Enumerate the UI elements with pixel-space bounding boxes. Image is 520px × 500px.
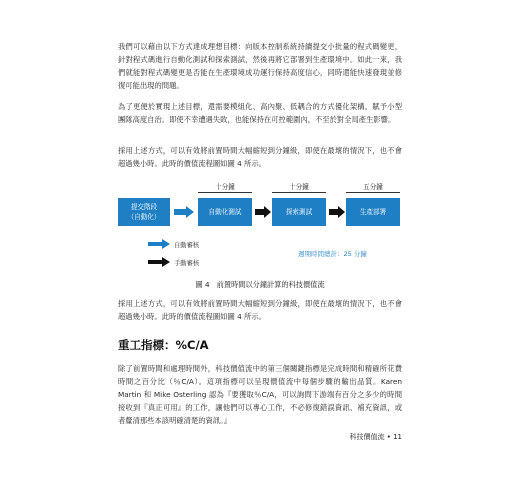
box-submit-stage	[118, 198, 170, 226]
manual-arrow-icon	[255, 206, 271, 218]
paragraph-3: 採用上述方式，可以有效將前置時間大幅縮短到分鐘級，即使在最壞的情況下，也不會超過幾小時。此時的價值流程圖如圖 4 所示。	[118, 146, 402, 168]
figure-caption: 圖 4 前置時間以分鐘計算的科技價值流	[195, 280, 325, 289]
box-auto-test: 自動化測試	[198, 198, 252, 226]
auto-arrow-icon	[174, 206, 194, 218]
box-submit-line1: 提交階段	[130, 203, 158, 211]
time-bar-1	[198, 192, 252, 193]
time-label-autotest: 十分鐘	[215, 183, 235, 191]
time-label-deploy: 五分鐘	[363, 183, 383, 191]
box-submit-line2: （自動化）	[127, 213, 161, 221]
time-label-explore: 十分鐘	[289, 183, 309, 191]
time-bar-3	[346, 192, 400, 193]
section-heading: 重工指標：%C/A	[118, 338, 209, 352]
legend-manual-arrow-icon	[148, 257, 170, 267]
paragraph-1: 我們可以藉由以下方式達成理想目標：向版本控制系統持續提交小批量的程式碼變更，針對程式碼進行自動化測試和探索測試，然後再將它部署到生產環境中。如此一來，我們就能對程式碼變更是否能在生產環境成功運行保持高度信心，同時還能快速發現並修復可能出現的問題。	[118, 42, 402, 90]
legend-auto-arrow-icon	[148, 239, 170, 249]
legend-auto-label: 自動審核	[174, 242, 200, 249]
legend-manual-label: 手動審核	[174, 260, 200, 267]
box-explore-test: 探索測試	[272, 198, 326, 226]
paragraph-4: 採用上述方式，可以有效將前置時間大幅縮短到分鐘級，即使在最壞的情況下，也不會超過幾小時。此時的價值流程圖如圖 4 所示。	[118, 299, 402, 321]
cycle-time-total: 週期時間總計：25 分鐘	[298, 250, 367, 258]
time-bar-2	[272, 192, 326, 193]
page-footer: 科技價值流 • 11	[349, 433, 402, 441]
box-production-deploy: 生產部署	[346, 198, 400, 226]
paragraph-2: 為了更便於實現上述目標，還需要模組化、高內聚、低耦合的方式優化架構，賦予小型團隊高度自治。即使不幸遭遇失敗，也能保持在可控範圍內，不至於對全局產生影響。	[118, 102, 402, 124]
manual-arrow-icon	[329, 206, 345, 218]
paragraph-5: 除了前置時間和處理時間外，科技價值流中的第三個關鍵指標是完成時間和精確所花費時間之百分比（％C/A）。這項指標可以呈現價值流中每個步驟的輸出品質。Karen Martin 和 Mike Osterling 認為『要獲取％C/A，可以詢問下游端有百分之多少的時間接收到『真正可用』的工作，讓他們可以專心工作，不必修復錯誤資訊、補充資訊，或者釐清那些本該明確清楚的資訊。』	[118, 364, 402, 425]
